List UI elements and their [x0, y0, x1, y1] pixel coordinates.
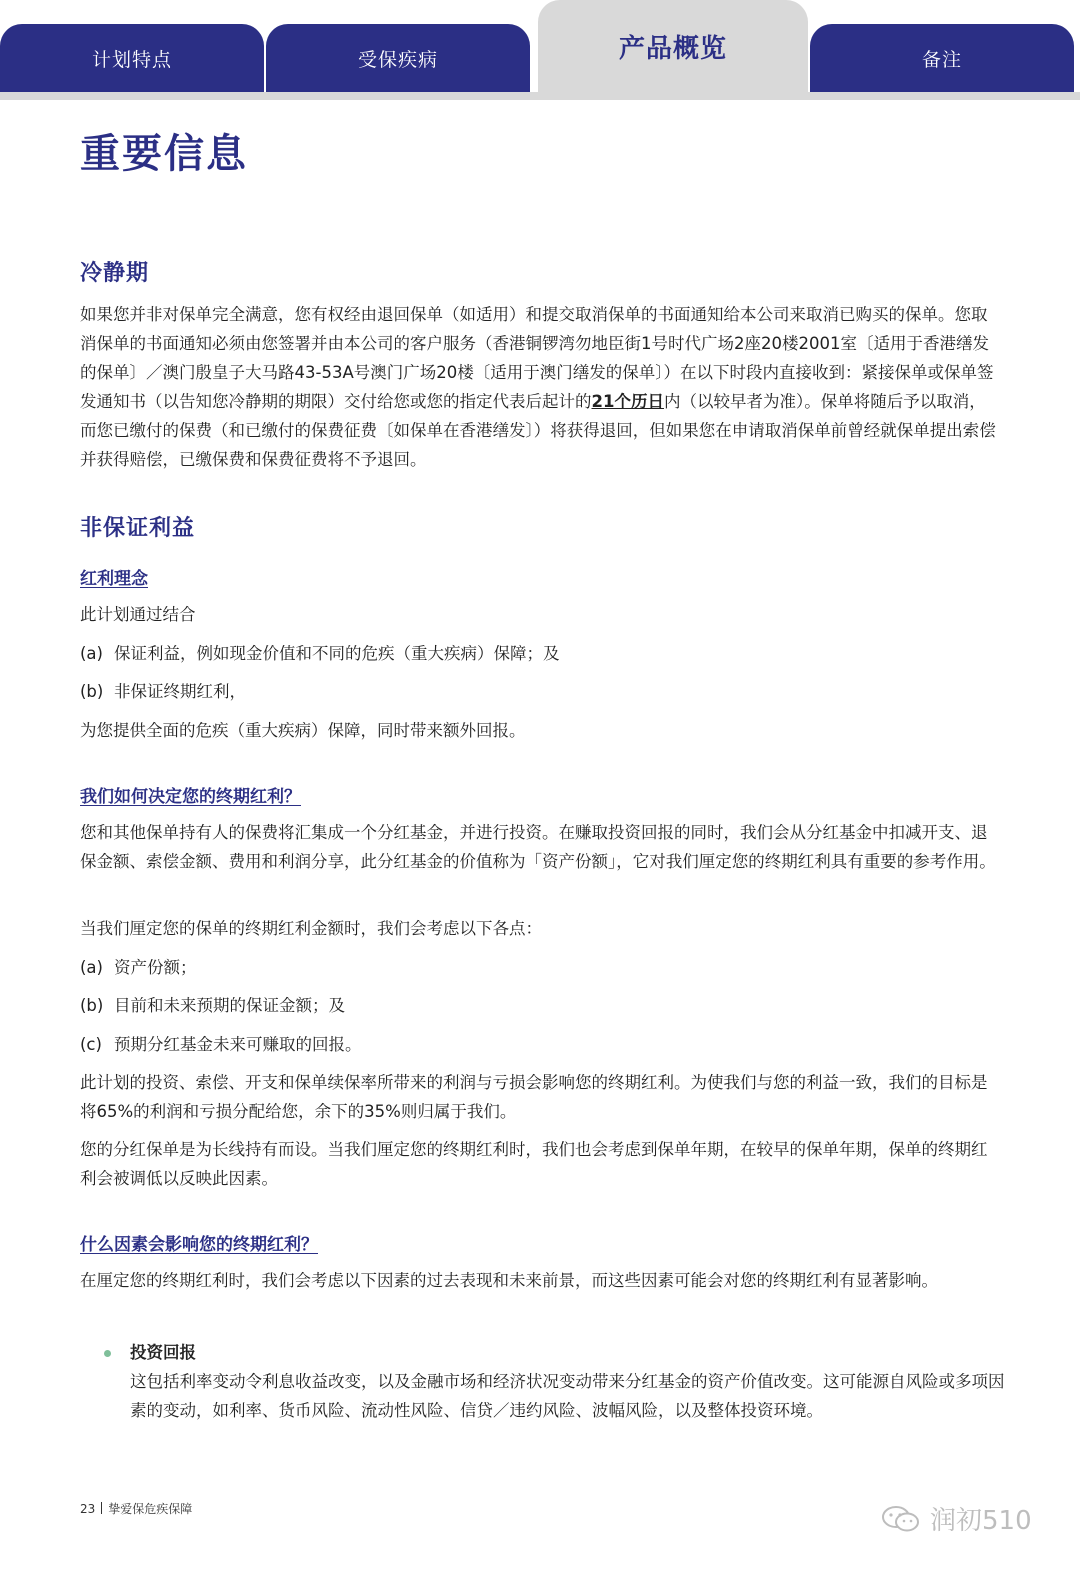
- tab-notes[interactable]: 备注: [810, 24, 1074, 92]
- tab-product-overview[interactable]: 产品概览: [538, 0, 808, 92]
- decide-paragraph-2: 当我们厘定您的保单的终期红利金额时，我们会考虑以下各点：: [80, 919, 542, 938]
- footer-product-name: 挚爱保危疾保障: [108, 1502, 193, 1516]
- watermark: [880, 1500, 1032, 1537]
- cooling-period-heading: 冷静期: [80, 261, 150, 286]
- bullet-dot-icon: [104, 1350, 111, 1357]
- bonus-concept-heading: 红利理念: [80, 569, 148, 589]
- cooling-period-text: 如果您并非对保单完全满意，您有权经由退回保单（如适用）和提交取消保单的书面通知给本公司来取消已购买的保单。您取消保单的书面通知必须由您签署并由本公司的客户服务（香港铜锣湾勿地臣街1号时代广场2座20楼2001室〔适用于香港缮发的保单〕／澳门殷皇子大马路43-53A号澳门广场20楼〔适用于澳门缮发的保单〕）在以下时段内直接收到：紧接保单或保单签发通知书（以告知您冷静期的期限）交付给您或您的指定代表后起计的21个历日内（以较早者为准）。保单将随后予以取消，而您已缴付的保费（和已缴付的保费征费〔如保单在香港缮发〕）将获得退回，但如果您在申请取消保单前曾经就保单提出索偿并获得赔偿，已缴保费和保费征费将不予退回。: [80, 305, 996, 469]
- bullet-title: 投资回报: [130, 1343, 196, 1362]
- factors-paragraph: 在厘定您的终期红利时，我们会考虑以下因素的过去表现和未来前景，而这些因素可能会对您的终期红利有显著影响。: [80, 1271, 938, 1290]
- decide-paragraph-1: 您和其他保单持有人的保费将汇集成一个分红基金，并进行投资。在赚取投资回报的同时，我们会从分红基金中扣减开支、退保金额、索偿金额、费用和利润分享，此分红基金的价值称为「资产份额」，它对我们厘定您的终期红利具有重要的参考作用。: [80, 823, 996, 871]
- tab-underline: [0, 92, 1080, 100]
- list-item: (b) 目前和未来预期的保证金额；及: [80, 996, 345, 1015]
- non-guaranteed-heading: 非保证利益: [80, 516, 196, 541]
- footer-divider: [101, 1502, 102, 1514]
- list-item: (b) 非保证终期红利，: [80, 682, 246, 701]
- page-number: 23: [80, 1502, 96, 1516]
- how-we-decide-heading: 我们如何决定您的终期红利？: [80, 787, 301, 807]
- concept-outro: 为您提供全面的危疾（重大疾病）保障，同时带来额外回报。: [80, 721, 526, 740]
- section-tabs: [0, 0, 1080, 100]
- tab-plan-features[interactable]: 计划特点: [0, 24, 264, 92]
- list-item: (a) 保证利益，例如现金价值和不同的危疾（重大疾病）保障；及: [80, 644, 560, 663]
- decide-paragraph-3: 此计划的投资、索偿、开支和保单续保率所带来的利润与亏损会影响您的终期红利。为使我们与您的利益一致，我们的目标是将65%的利润和亏损分配给您，余下的35%则归属于我们。: [80, 1073, 988, 1121]
- bullet-body: 这包括利率变动令利息收益改变，以及金融市场和经济状况变动带来分红基金的资产价值改变。这可能源自风险或多项因素的变动，如利率、货币风险、流动性风险、信贷／违约风险、波幅风险，以及整体投资环境。: [130, 1372, 1005, 1420]
- wechat-icon: [880, 1504, 922, 1534]
- page-title: 重要信息: [80, 131, 248, 177]
- decide-paragraph-4: 您的分红保单是为长线持有而设。当我们厘定您的终期红利时，我们也会考虑到保单年期，在较早的保单年期，保单的终期红利会被调低以反映此因素。: [80, 1140, 988, 1188]
- watermark-text: 润初510: [930, 1506, 1032, 1536]
- cooling-days-highlight: 21个历日: [591, 392, 664, 411]
- page-footer: [80, 1500, 192, 1517]
- list-item: (a) 资产份额；: [80, 958, 197, 977]
- factors-heading: 什么因素会影响您的终期红利？: [80, 1235, 318, 1255]
- tab-covered-illnesses[interactable]: 受保疾病: [266, 24, 530, 92]
- list-item: (c) 预期分红基金未来可赚取的回报。: [80, 1035, 362, 1054]
- concept-intro: 此计划通过结合: [80, 605, 196, 624]
